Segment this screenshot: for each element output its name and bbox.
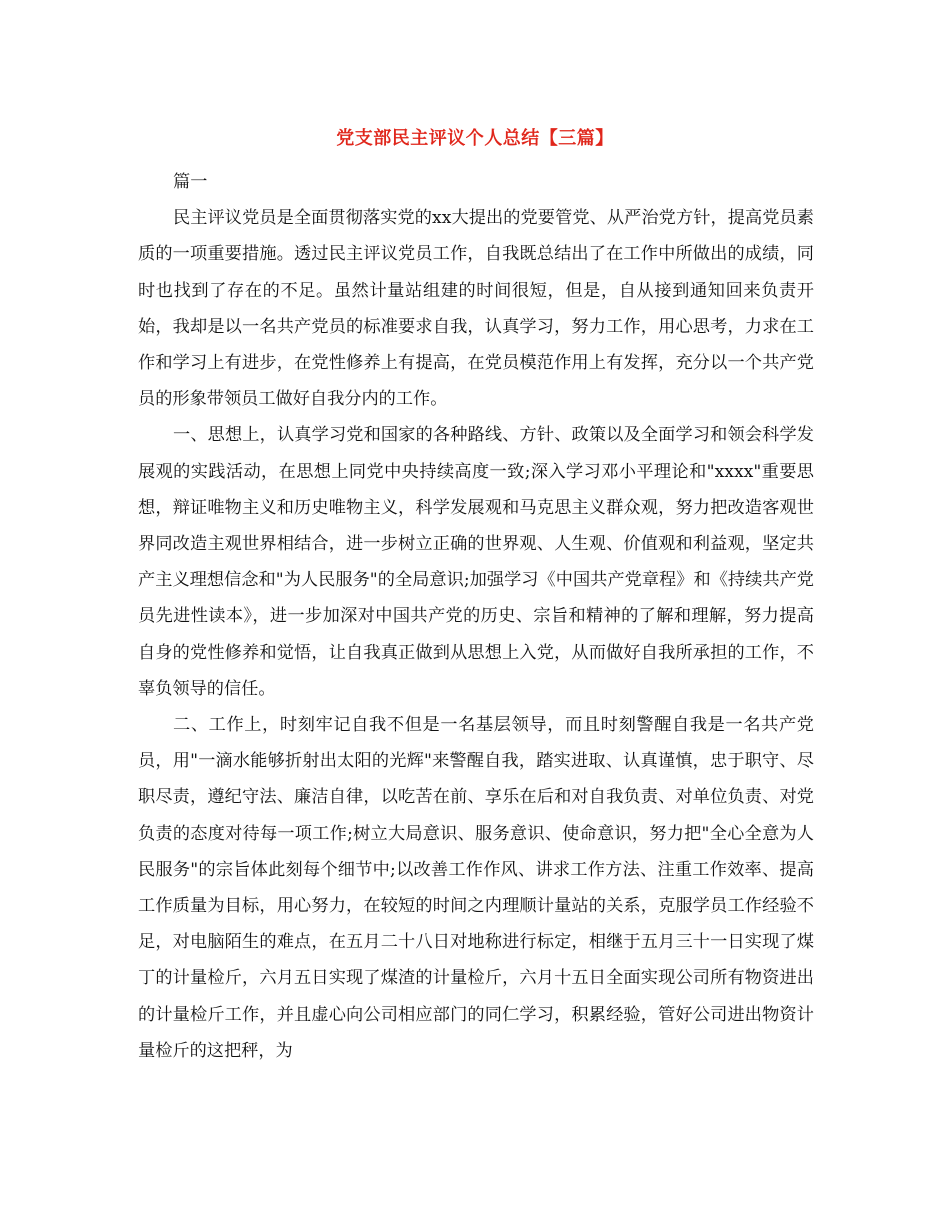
paragraph-intro: 民主评议党员是全面贯彻落实党的xx大提出的党要管党、从严治党方针，提高党员素质的一项重要措施。透过民主评议党员工作，自我既总结出了在工作中所做出的成绩，同时也找到了存在的不足。虽然计量站组建的时间很短，但是，自从接到通知回来负责开始，我却是以一名共产党员的标准要求自我，认真学习，努力工作，用心思考，力求在工作和学习上有进步，在党性修养上有提高，在党员模范作用上有发挥，充分以一个共产党员的形象带领员工做好自我分内的工作。 bbox=[138, 208, 814, 410]
paragraph-work: 二、工作上，时刻牢记自我不但是一名基层领导，而且时刻警醒自我是一名共产党员，用"一滴水能够折射出太阳的光辉"来警醒自我，踏实进取、认真谨慎，忠于职守、尽职尽责，遵纪守法、廉洁自律，以吃苦在前、享乐在后和对自我负责、对单位负责、对党负责的态度对待每一项工作;树立大局意识、服务意识、使命意识，努力把"全心全意为人民服务"的宗旨体此刻每个细节中;以改善工作作风、讲求工作方法、注重工作效率、提高工作质量为目标，用心努力，在较短的时间之内理顺计量站的关系，克服学员工作经验不足，对电脑陌生的难点，在五月二十八日对地称进行标定，相继于五月三十一日实现了煤丁的计量检斤，六月五日实现了煤渣的计量检斤，六月十五日全面实现公司所有物资进出的计量检斤工作，并且虚心向公司相应部门的同仁学习，积累经验，管好公司进出物资计量检斤的这把秤，为 bbox=[138, 715, 814, 1061]
section-heading: 篇一 bbox=[173, 172, 208, 192]
paragraph-ideology: 一、思想上，认真学习党和国家的各种路线、方针、政策以及全面学习和领会科学发展观的实践活动，在思想上同党中央持续高度一致;深入学习邓小平理论和"xxxx"重要思想，辩证唯物主义和历史唯物主义，科学发展观和马克思主义群众观，努力把改造客观世界同改造主观世界相结合，进一步树立正确的世界观、人生观、价值观和利益观，坚定共产主义理想信念和"为人民服务"的全局意识;加强学习《中国共产党章程》和《持续共产党员先进性读本》，进一步加深对中国共产党的历史、宗旨和精神的了解和理解，努力提高自身的党性修养和觉悟，让自我真正做到从思想上入党，从而做好自我所承担的工作，不辜负领导的信任。 bbox=[138, 425, 814, 699]
document-body bbox=[138, 154, 814, 1069]
document-title: 党支部民主评议个人总结【三篇】 bbox=[336, 128, 614, 149]
